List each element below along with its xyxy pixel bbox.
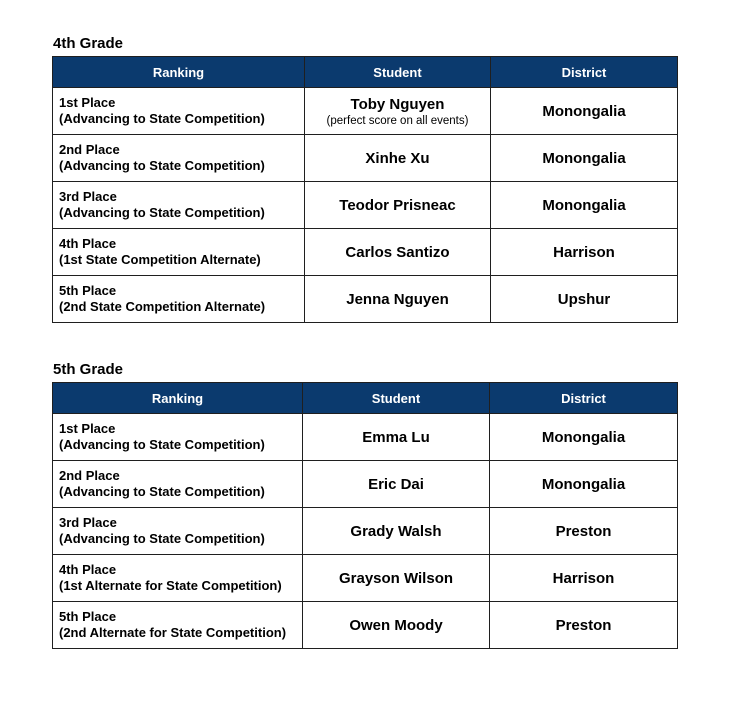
student-cell — [305, 88, 491, 135]
ranking-cell — [53, 461, 303, 508]
rank-label: 1st Place — [59, 421, 116, 436]
district-cell: Upshur — [491, 276, 678, 323]
ranking-cell — [53, 135, 305, 182]
student-note: (perfect score on all events) — [326, 114, 469, 127]
student-cell: Grady Walsh — [303, 508, 490, 555]
ranking-cell — [53, 276, 305, 323]
rank-label: 4th Place — [59, 562, 117, 577]
rank-label: 2nd Place — [59, 142, 120, 157]
student-cell: Owen Moody — [303, 602, 490, 649]
rank-note: (1st Alternate for State Competition) — [59, 578, 282, 593]
column-header-district: District — [490, 383, 678, 414]
table-row — [53, 135, 678, 182]
table-row — [53, 602, 678, 649]
column-header-student: Student — [305, 57, 491, 88]
column-header-student: Student — [303, 383, 490, 414]
rank-note: (Advancing to State Competition) — [59, 205, 265, 220]
student-name: Toby Nguyen — [350, 95, 445, 113]
ranking-cell — [53, 508, 303, 555]
student-cell: Teodor Prisneac — [305, 182, 491, 229]
ranking-cell — [53, 555, 303, 602]
section-title-4th-grade: 4th Grade — [53, 35, 124, 52]
student-cell: Jenna Nguyen — [305, 276, 491, 323]
rank-label: 5th Place — [59, 609, 117, 624]
results-table-5th-grade — [52, 382, 678, 649]
table-row — [53, 414, 678, 461]
rank-label: 2nd Place — [59, 468, 120, 483]
district-cell: Monongalia — [490, 461, 678, 508]
rank-note: (Advancing to State Competition) — [59, 158, 265, 173]
table-row — [53, 276, 678, 323]
table-row — [53, 555, 678, 602]
rank-note: (Advancing to State Competition) — [59, 437, 265, 452]
table-row — [53, 508, 678, 555]
rank-note: (Advancing to State Competition) — [59, 531, 265, 546]
district-cell: Preston — [490, 602, 678, 649]
ranking-cell — [53, 229, 305, 276]
table-row — [53, 182, 678, 229]
rank-label: 1st Place — [59, 95, 116, 110]
rank-note: (2nd State Competition Alternate) — [59, 299, 266, 314]
column-header-district: District — [491, 57, 678, 88]
rank-note: (2nd Alternate for State Competition) — [59, 625, 287, 640]
table-row — [53, 229, 678, 276]
table-row — [53, 461, 678, 508]
rank-label: 3rd Place — [59, 515, 117, 530]
rank-note: (Advancing to State Competition) — [59, 484, 265, 499]
student-cell: Grayson Wilson — [303, 555, 490, 602]
district-cell: Preston — [490, 508, 678, 555]
district-cell: Harrison — [490, 555, 678, 602]
district-cell: Monongalia — [491, 135, 678, 182]
ranking-cell — [53, 88, 305, 135]
district-cell: Monongalia — [490, 414, 678, 461]
table-header-row — [53, 383, 678, 414]
rank-label: 4th Place — [59, 236, 117, 251]
district-cell: Harrison — [491, 229, 678, 276]
section-title-5th-grade: 5th Grade — [53, 361, 124, 378]
ranking-cell — [53, 182, 305, 229]
column-header-ranking: Ranking — [53, 57, 305, 88]
student-cell: Eric Dai — [303, 461, 490, 508]
student-cell: Carlos Santizo — [305, 229, 491, 276]
ranking-cell — [53, 414, 303, 461]
student-cell: Emma Lu — [303, 414, 490, 461]
table-row — [53, 88, 678, 135]
column-header-ranking: Ranking — [53, 383, 303, 414]
rank-note: (Advancing to State Competition) — [59, 111, 265, 126]
student-cell: Xinhe Xu — [305, 135, 491, 182]
district-cell: Monongalia — [491, 88, 678, 135]
rank-note: (1st State Competition Alternate) — [59, 252, 261, 267]
rank-label: 3rd Place — [59, 189, 117, 204]
results-table-4th-grade — [52, 56, 678, 323]
district-cell: Monongalia — [491, 182, 678, 229]
ranking-cell — [53, 602, 303, 649]
rank-label: 5th Place — [59, 283, 117, 298]
table-header-row — [53, 57, 678, 88]
